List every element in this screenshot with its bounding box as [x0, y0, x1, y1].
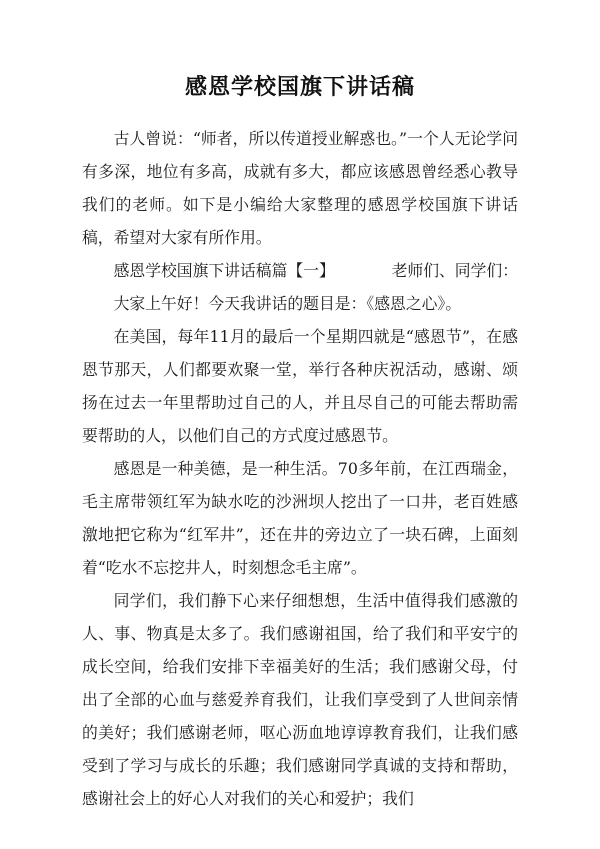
document-body — [82, 122, 518, 815]
greeting-paragraph: 大家上午好！今天我讲话的题目是：《感恩之心》。 — [113, 294, 462, 313]
salutation: 老师们、同学们： — [391, 261, 518, 280]
intro-paragraph: 古人曾说：“师者，所以传道授业解惑也。”一个人无论学问有多深，地位有多高，成就有多大，都应该感恩曾经悉心教导我们的老师。如下是小编给大家整理的感恩学校国旗下讲话稿，希望对大家有所作用。 — [82, 129, 518, 247]
section-heading: 感恩学校国旗下讲话稿篇【一】 — [113, 261, 335, 280]
body-paragraph-red-army-well: 感恩是一种美德，是一种生活。70多年前，在江西瑞金，毛主席带领红军为缺水吃的沙洲坝人挖出了一口井，老百姓感激地把它称为“红军井”，还在井的旁边立了一块石碑，上面刻着“吃水不忘挖井人，时刻想念毛主席”。 — [82, 459, 518, 577]
document-title: 感恩学校国旗下讲话稿 — [184, 74, 415, 100]
section-heading-line — [82, 254, 518, 287]
body-paragraph-gratitude: 同学们，我们静下心来仔细想想，生活中值得我们感激的人、事、物真是太多了。我们感谢祖国，给了我们和平安宁的成长空间，给我们安排下幸福美好的生活；我们感谢父母，付出了全部的心血与慈爱养育我们，让我们享受到了人世间亲情的美好；我们感谢老师，呕心沥血地谆谆教育我们，让我们感受到了学习与成长的乐趣；我们感谢同学真诚的支持和帮助，感谢社会上的好心人对我们的关心和爱护；我们 — [82, 591, 518, 808]
body-paragraph-thanksgiving: 在美国，每年11月的最后一个星期四就是“感恩节”，在感恩节那天，人们都要欢聚一堂，举行各种庆祝活动，感谢、颂扬在过去一年里帮助过自己的人，并且尽自己的可能去帮助需要帮助的人，以他们自己的方式度过感恩节。 — [82, 327, 518, 445]
